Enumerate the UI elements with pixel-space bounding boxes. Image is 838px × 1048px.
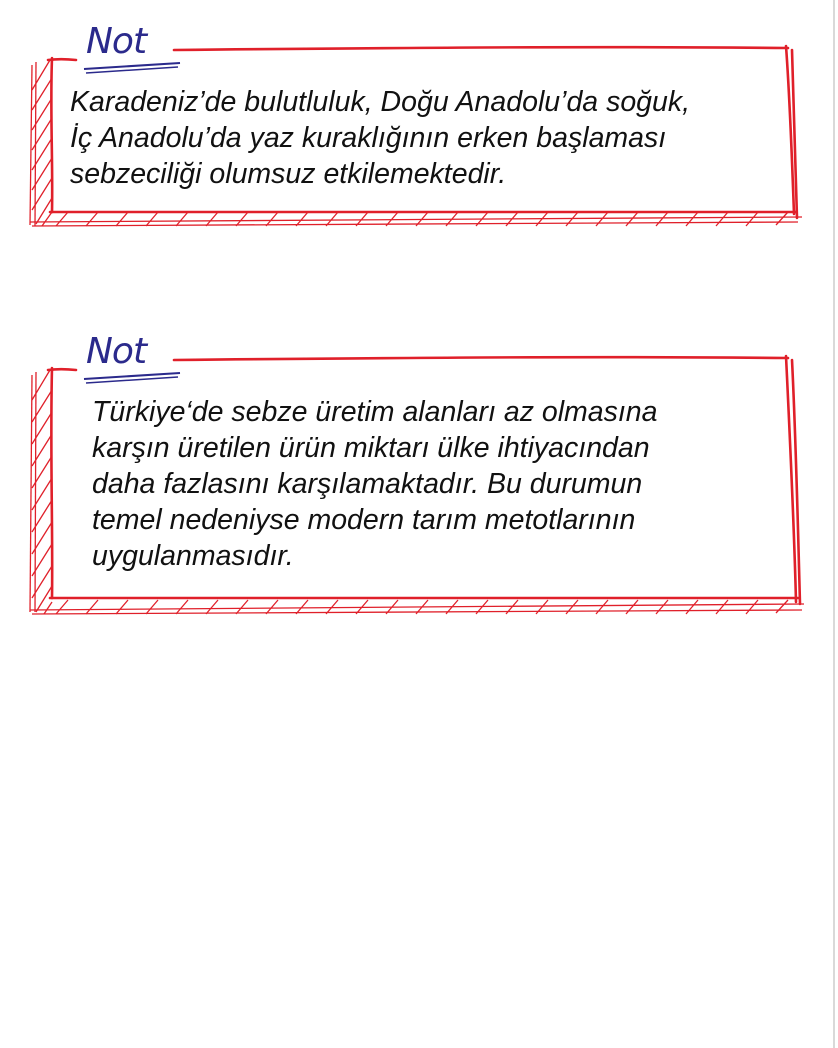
note-2-line-5: uygulanmasıdır. [92, 540, 294, 572]
note-label-1: Not [86, 21, 147, 62]
note-1-line-1: Karadeniz’de bulutluluk, Doğu Anadolu’da soğuk, [70, 86, 691, 118]
note-2-line-4: temel nedeniyse modern tarım metotlarının [92, 504, 636, 536]
note-1-line-3: sebzeciliği olumsuz etkilemektedir. [70, 158, 507, 190]
note-1-line-2: İç Anadolu’da yaz kuraklığının erken başlaması [70, 122, 667, 154]
note-label-2: Not [86, 331, 147, 372]
note-box-1 [26, 21, 806, 230]
note-2-line-2: karşın üretilen ürün miktarı ülke ihtiyacından [92, 432, 650, 464]
note-label-underline-1 [82, 60, 182, 74]
note-2-line-1: Türkiye‘de sebze üretim alanları az olmasına [92, 396, 658, 428]
page-edge-rule [833, 0, 835, 1048]
note-label-underline-2 [82, 370, 182, 384]
note-text-2 [92, 394, 658, 574]
note-text-1 [70, 84, 690, 192]
note-box-2 [26, 331, 808, 618]
note-2-line-3: daha fazlasını karşılamaktadır. Bu durumun [92, 468, 643, 500]
